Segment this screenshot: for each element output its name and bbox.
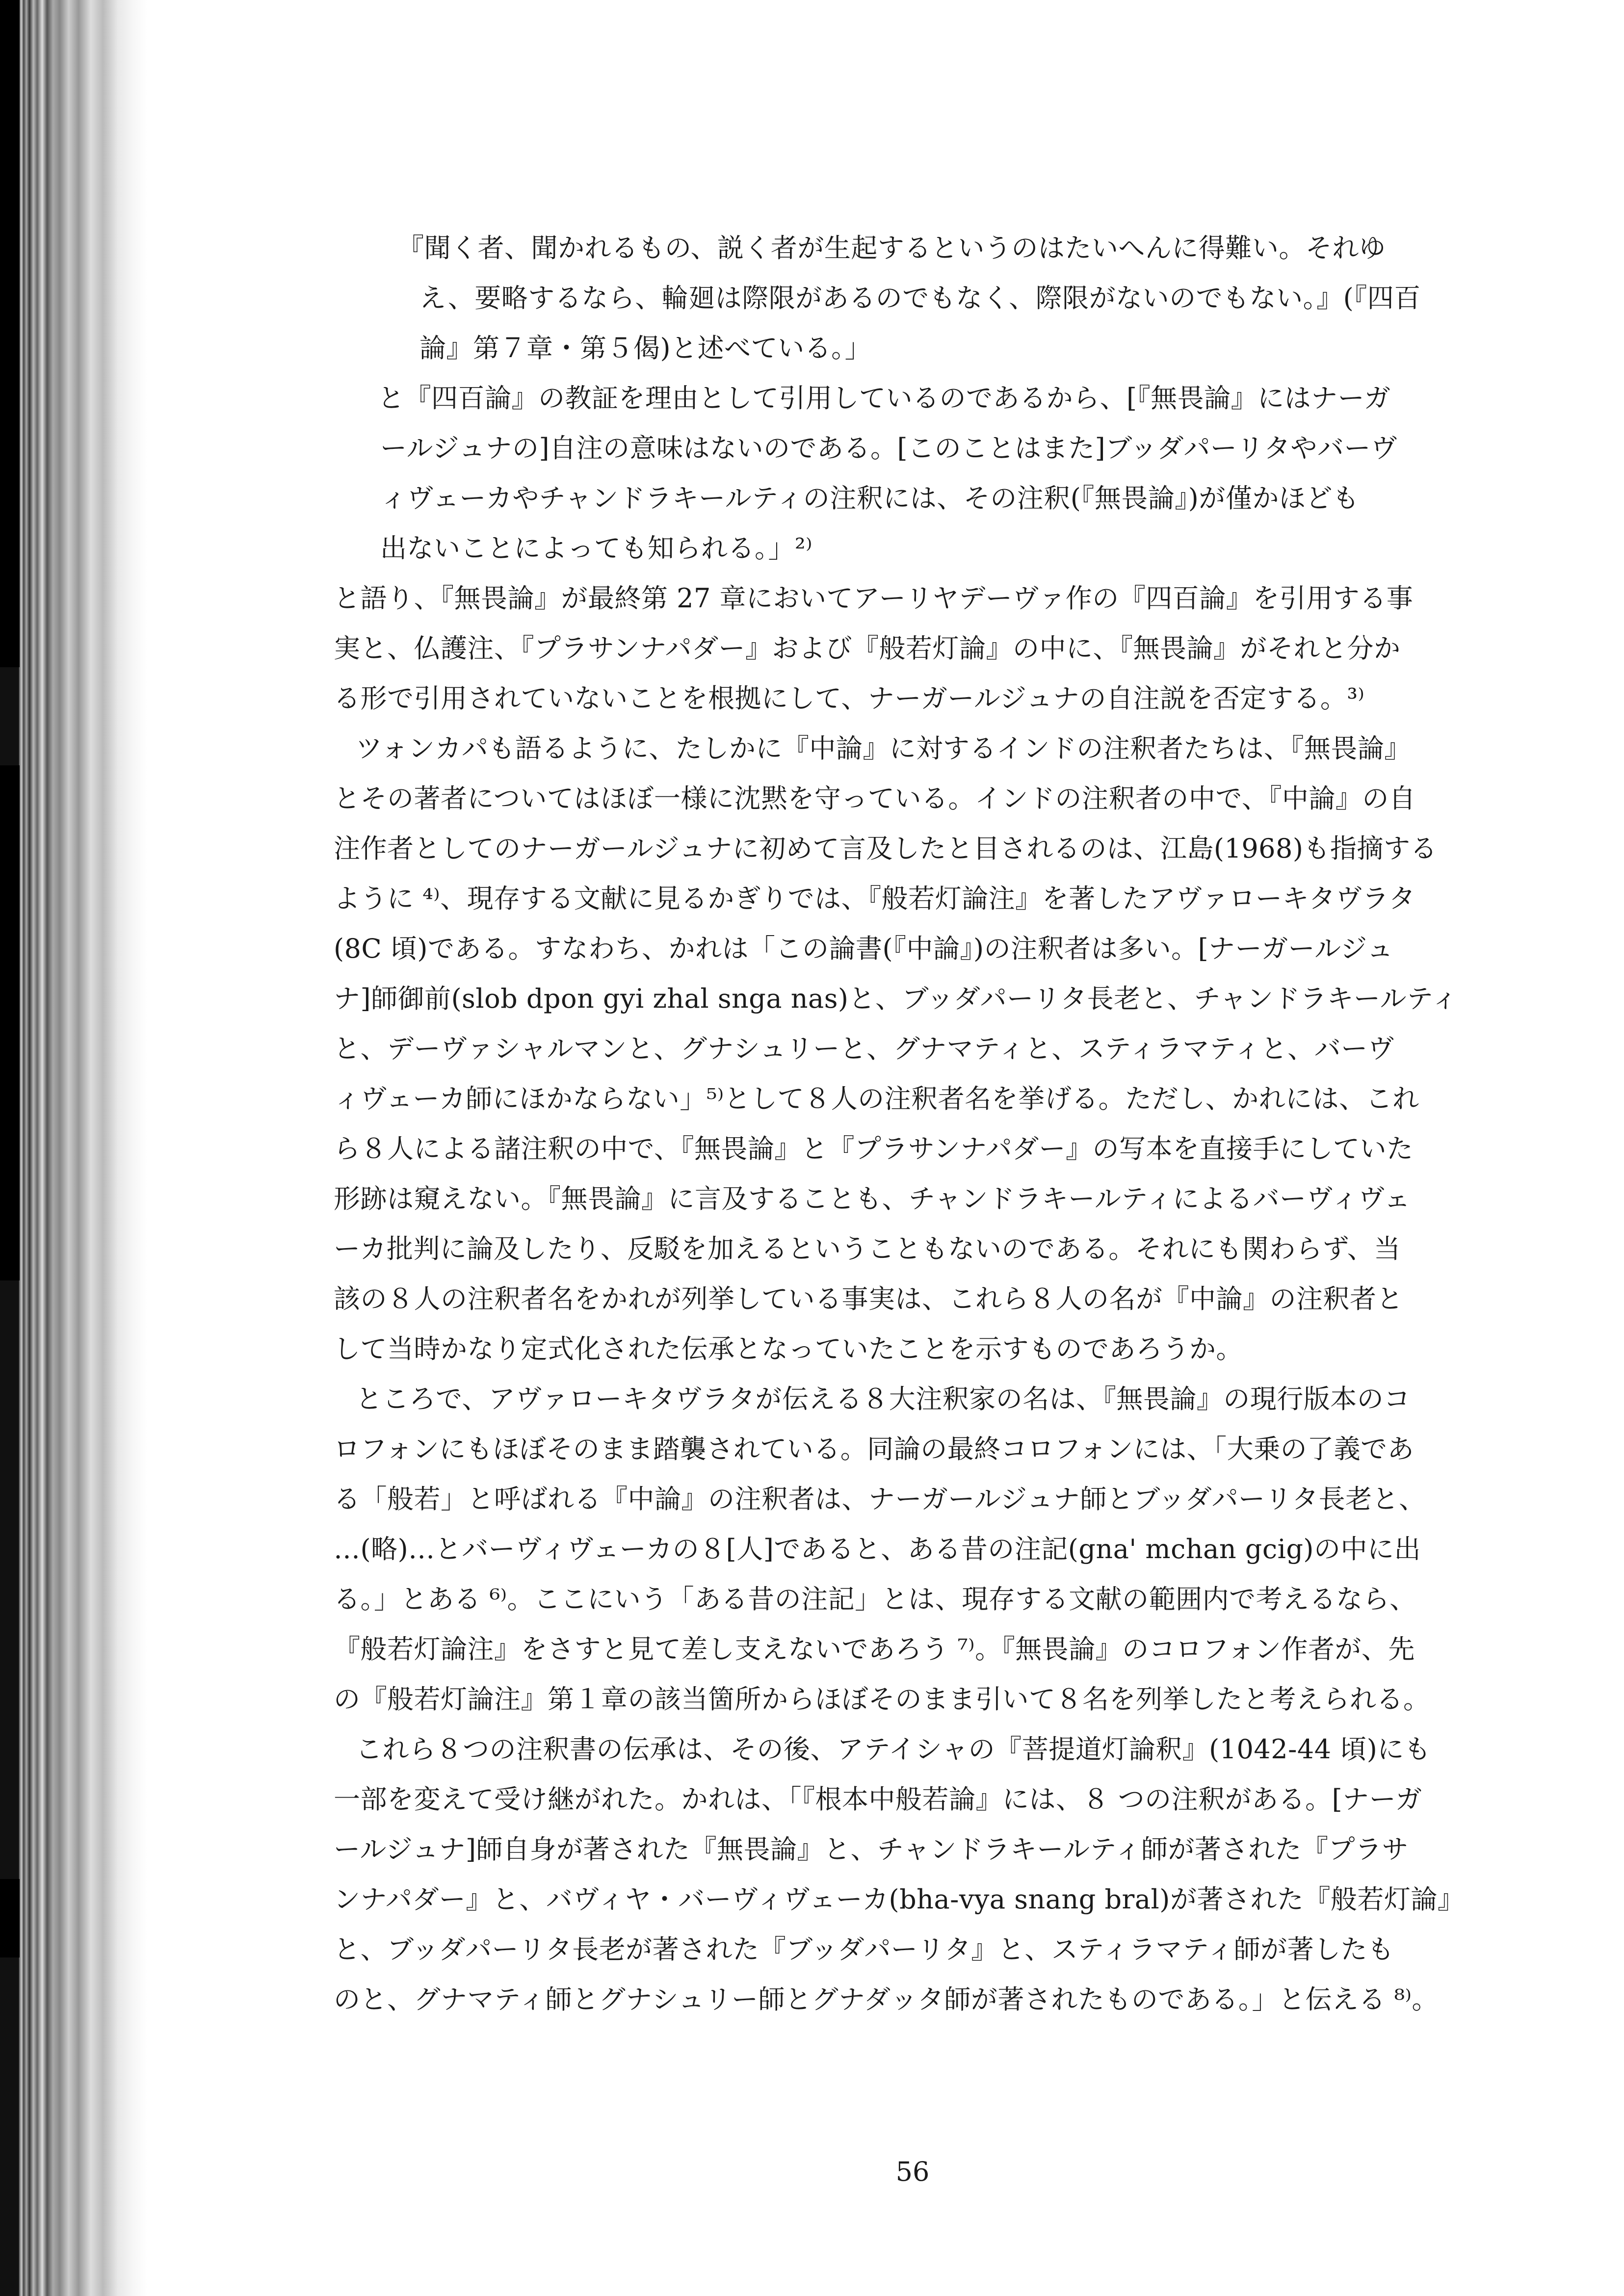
paragraph-line: と、デーヴァシャルマンと、グナシュリーと、グナマティと、スティラマティと、バーヴ bbox=[334, 1033, 1395, 1064]
block-quote-line: 出ないことによっても知られる。」²⁾ bbox=[380, 533, 812, 564]
paragraph-line: る。」とある ⁶⁾。ここにいう「ある昔の注記」とは、現存する文献の範囲内で考えるなら、 bbox=[334, 1584, 1416, 1615]
block-quote-line: ールジュナの]自注の意味はないのである。[このことはまた]ブッダパーリタやバーヴ bbox=[380, 433, 1398, 464]
paragraph-line: と、ブッダパーリタ長老が著された『ブッダパーリタ』と、スティラマティ師が著したも bbox=[334, 1934, 1394, 1965]
paragraph-first-line: これら８つの注釈書の伝承は、その後、アテイシャの『菩提道灯論釈』(1042-44 頃)にも bbox=[356, 1734, 1431, 1765]
paragraph-line: 形跡は窺えない。『無畏論』に言及することも、チャンドラキールティによるバーヴィヴェ bbox=[334, 1183, 1411, 1214]
paragraph-line: ナ]師御前(slob dpon gyi zhal snga nas)と、ブッダパーリタ長老と、チャンドラキールティ bbox=[334, 983, 1458, 1014]
scan-binding-shadow bbox=[0, 765, 20, 1280]
quote-line: 『聞く者、聞かれるもの、説く者が生起するというのはたいへんに得難い。それゆ bbox=[397, 233, 1386, 263]
scan-binding-shadow bbox=[0, 0, 20, 667]
quote-line: え、要略するなら、輪廻は際限があるのでもなく、際限がないのでもない。』(『四百 bbox=[419, 283, 1421, 313]
paragraph-first-line: ツォンカパも語るように、たしかに『中論』に対するインドの注釈者たちは、『無畏論』 bbox=[356, 733, 1411, 764]
paragraph-line: の『般若灯論注』第１章の該当箇所からほぼそのまま引いて８名を列挙したと考えられる。 bbox=[334, 1684, 1430, 1715]
paragraph-line: ら８人による諸注釈の中で、『無畏論』と『プラサンナパダー』の写本を直接手にしていた bbox=[334, 1133, 1414, 1164]
paragraph-line: のと、グナマティ師とグナシュリー師とグナダッタ師が著されたものである。」と伝える ⁸⁾。 bbox=[334, 1984, 1439, 2015]
paragraph-line: ールジュナ]師自身が著された『無畏論』と、チャンドラキールティ師が著された『プラサ bbox=[334, 1834, 1409, 1865]
paragraph-line: 一部を変えて受け継がれた。かれは、「『根本中般若論』には、８ つの注釈がある。[ナーガ bbox=[334, 1784, 1422, 1815]
block-quote-line: と『四百論』の教証を理由として引用しているのであるから、[『無畏論』にはナーガ bbox=[378, 383, 1391, 414]
scan-binding-edge bbox=[0, 0, 147, 2296]
paragraph-line: ンナパダー』と、バヴィヤ・バーヴィヴェーカ(bha-vya snang bral)が著された『般若灯論』 bbox=[334, 1884, 1465, 1915]
paragraph-line: …(略)…とバーヴィヴェーカの８[人]であると、ある昔の注記(gna' mchan gcig)の中に出 bbox=[334, 1534, 1421, 1565]
block-quote-line: ィヴェーカやチャンドラキールティの注釈には、その注釈(『無畏論』)が僅かほども bbox=[380, 483, 1360, 514]
paragraph-line: とその著者についてはほぼ一様に沈黙を守っている。インドの注釈者の中で、『中論』の自 bbox=[334, 783, 1416, 814]
paragraph-line: ように ⁴⁾、現存する文献に見るかぎりでは、『般若灯論注』を著したアヴァローキタヴラタ bbox=[334, 883, 1415, 914]
paragraph-line: ィヴェーカ師にほかならない」⁵⁾として８人の注釈者名を挙げる。ただし、かれには、これ bbox=[334, 1083, 1419, 1114]
scan-binding-shadow bbox=[0, 1879, 20, 1957]
page-number: 56 bbox=[895, 2156, 930, 2187]
paragraph-line: 該の８人の注釈者名をかれが列挙している事実は、これら８人の名が『中論』の注釈者と bbox=[334, 1283, 1403, 1314]
paragraph-first-line: ところで、アヴァローキタヴラタが伝える８大注釈家の名は、『無畏論』の現行版本のコ bbox=[356, 1383, 1411, 1414]
body-text bbox=[334, 223, 1511, 2025]
paragraph-line: して当時かなり定式化された伝承となっていたことを示すものであろうか。 bbox=[334, 1333, 1243, 1364]
paragraph-line: ロフォンにもほぼそのまま踏襲されている。同論の最終コロフォンには、「大乗の了義であ bbox=[334, 1434, 1414, 1464]
paragraph-line: 『般若灯論注』をさすと見て差し支えないであろう ⁷⁾。『無畏論』のコロフォン作者が、先 bbox=[334, 1634, 1415, 1665]
paragraph-line: る形で引用されていないことを根拠にして、ナーガールジュナの自注説を否定する。³⁾ bbox=[334, 683, 1365, 714]
paragraph-line: (8C 頃)である。すなわち、かれは「この論書(『中論』)の注釈者は多い。[ナーガールジュ bbox=[334, 933, 1394, 964]
paragraph-line: る「般若」と呼ばれる『中論』の注釈者は、ナーガールジュナ師とブッダパーリタ長老と、 bbox=[334, 1484, 1426, 1514]
paragraph-line: と語り、『無畏論』が最終第 27 章においてアーリヤデーヴァ作の『四百論』を引用する事 bbox=[334, 583, 1414, 614]
paragraph-line: 注作者としてのナーガールジュナに初めて言及したと目されるのは、江島(1968)も指摘する bbox=[334, 833, 1437, 864]
paragraph-line: ーカ批判に論及したり、反駁を加えるということもないのである。それにも関わらず、当 bbox=[334, 1233, 1401, 1264]
paragraph-line: 実と、仏護注、『プラサンナパダー』および『般若灯論』の中に、『無畏論』がそれと分か bbox=[334, 633, 1401, 664]
quote-line: 論』第７章・第５偈)と述べている。」 bbox=[419, 333, 872, 364]
